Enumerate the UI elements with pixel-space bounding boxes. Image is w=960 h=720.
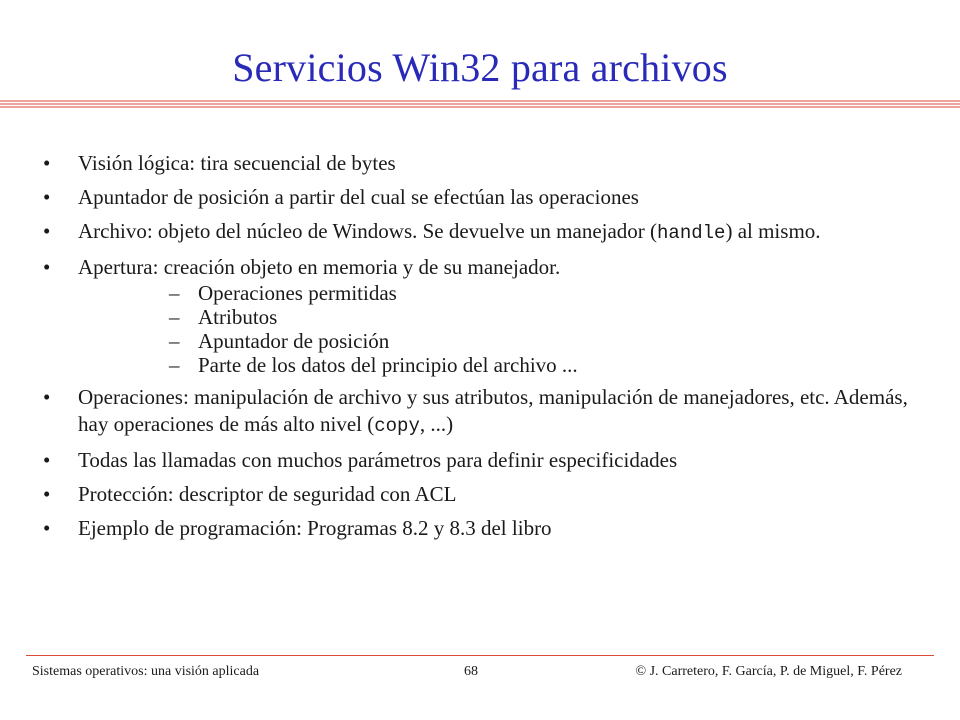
bullet-item bbox=[0, 218, 960, 247]
code-copy: copy bbox=[374, 415, 420, 437]
bullet-item bbox=[0, 481, 960, 508]
bullet-item bbox=[0, 184, 960, 211]
footer-book-title: Sistemas operativos: una visión aplicada bbox=[32, 664, 260, 679]
code-handle: handle bbox=[657, 222, 726, 244]
sub-item: – Atributos bbox=[78, 305, 920, 329]
bullet-item bbox=[0, 150, 960, 177]
bullet-text: Todas las llamadas con muchos parámetros para definir especificidades bbox=[78, 448, 678, 472]
title-divider bbox=[0, 100, 960, 110]
bullet-text: , ...) bbox=[419, 412, 454, 436]
bullet-text: Visión lógica: tira secuencial de bytes bbox=[78, 151, 396, 175]
bullet-text: Archivo: objeto del núcleo de Windows. Se devuelve un manejador ( bbox=[78, 219, 658, 243]
bullet-item bbox=[0, 447, 960, 474]
bullet-item bbox=[0, 515, 960, 542]
bullet-item bbox=[0, 384, 960, 440]
sub-list bbox=[78, 281, 920, 377]
bullet-list bbox=[0, 150, 960, 549]
bullet-text: Protección: descriptor de seguridad con ACL bbox=[78, 482, 457, 506]
bullet-text: Apuntador de posición a partir del cual se efectúan las operaciones bbox=[78, 185, 639, 209]
bullet-item bbox=[0, 254, 960, 377]
sub-item: – Apuntador de posición bbox=[78, 329, 920, 353]
footer-divider bbox=[26, 655, 934, 656]
bullet-text: Ejemplo de programación: Programas 8.2 y 8.3 del libro bbox=[78, 516, 552, 540]
slide-title: Servicios Win32 para archivos bbox=[232, 45, 728, 90]
bullet-text: ) al mismo. bbox=[725, 219, 821, 243]
footer-authors: © J. Carretero, F. García, P. de Miguel, F. Pérez bbox=[635, 664, 902, 679]
bullet-text: Apertura: creación objeto en memoria y de su manejador. bbox=[78, 255, 561, 279]
page-number: 68 bbox=[464, 664, 478, 679]
sub-item: – Parte de los datos del principio del archivo ... bbox=[78, 353, 920, 377]
sub-item: – Operaciones permitidas bbox=[78, 281, 920, 305]
bullet-text: Operaciones: manipulación de archivo y sus atributos, manipulación de manejadores, etc. Además, hay operaciones de más alto nivel ( bbox=[78, 385, 908, 436]
